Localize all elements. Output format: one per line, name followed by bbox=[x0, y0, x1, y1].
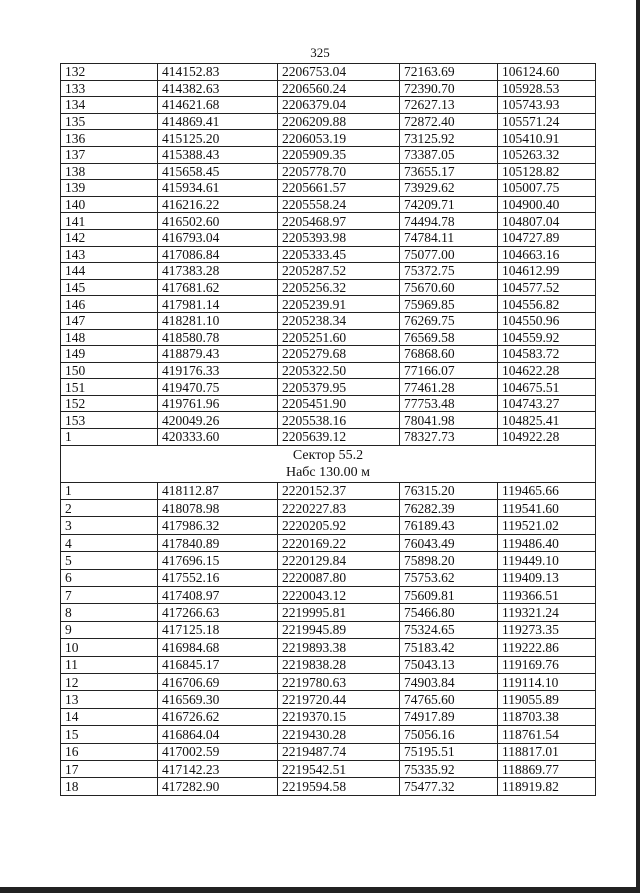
coord-local-x-cell: 76189.43 bbox=[400, 517, 498, 534]
coord-x-cell: 414382.63 bbox=[158, 80, 278, 97]
point-number-cell: 11 bbox=[61, 656, 158, 673]
point-number-cell: 140 bbox=[61, 196, 158, 213]
coord-local-x-cell: 74494.78 bbox=[400, 213, 498, 230]
coord-x-cell: 414869.41 bbox=[158, 113, 278, 130]
table-row bbox=[61, 64, 596, 81]
coord-x-cell: 416864.04 bbox=[158, 726, 278, 743]
coord-local-y-cell: 119222.86 bbox=[498, 639, 596, 656]
sector-title: Сектор 55.2 bbox=[292, 447, 364, 463]
coord-local-y-cell: 105928.53 bbox=[498, 80, 596, 97]
table-row bbox=[61, 517, 596, 534]
coord-y-cell: 2220169.22 bbox=[278, 534, 400, 551]
coord-y-cell: 2220205.92 bbox=[278, 517, 400, 534]
coord-x-cell: 415125.20 bbox=[158, 130, 278, 147]
coord-local-y-cell: 104825.41 bbox=[498, 412, 596, 429]
point-number-cell: 16 bbox=[61, 743, 158, 760]
point-number-cell: 6 bbox=[61, 569, 158, 586]
coord-local-x-cell: 76282.39 bbox=[400, 500, 498, 517]
coord-y-cell: 2205778.70 bbox=[278, 163, 400, 180]
coord-x-cell: 417086.84 bbox=[158, 246, 278, 263]
point-number-cell: 1 bbox=[61, 482, 158, 499]
coord-local-y-cell: 104556.82 bbox=[498, 296, 596, 313]
coord-local-x-cell: 77166.07 bbox=[400, 362, 498, 379]
coord-x-cell: 418281.10 bbox=[158, 312, 278, 329]
coord-x-cell: 414152.83 bbox=[158, 64, 278, 81]
coord-y-cell: 2220227.83 bbox=[278, 500, 400, 517]
coord-y-cell: 2205251.60 bbox=[278, 329, 400, 346]
coord-local-y-cell: 119169.76 bbox=[498, 656, 596, 673]
coord-x-cell: 416793.04 bbox=[158, 229, 278, 246]
coord-local-x-cell: 78327.73 bbox=[400, 429, 498, 446]
point-number-cell: 137 bbox=[61, 146, 158, 163]
coord-y-cell: 2220043.12 bbox=[278, 587, 400, 604]
coord-local-x-cell: 77461.28 bbox=[400, 379, 498, 396]
point-number-cell: 148 bbox=[61, 329, 158, 346]
coord-x-cell: 420333.60 bbox=[158, 429, 278, 446]
coord-y-cell: 2219487.74 bbox=[278, 743, 400, 760]
coord-local-x-cell: 72627.13 bbox=[400, 97, 498, 114]
table-row bbox=[61, 639, 596, 656]
table-row bbox=[61, 246, 596, 263]
coord-y-cell: 2205558.24 bbox=[278, 196, 400, 213]
coord-local-y-cell: 119366.51 bbox=[498, 587, 596, 604]
coord-x-cell: 420049.26 bbox=[158, 412, 278, 429]
point-number-cell: 132 bbox=[61, 64, 158, 81]
coord-y-cell: 2205238.34 bbox=[278, 312, 400, 329]
coord-y-cell: 2219720.44 bbox=[278, 691, 400, 708]
coord-y-cell: 2206053.19 bbox=[278, 130, 400, 147]
coord-y-cell: 2206379.04 bbox=[278, 97, 400, 114]
table-row bbox=[61, 97, 596, 114]
table-row bbox=[61, 113, 596, 130]
coord-local-y-cell: 104583.72 bbox=[498, 346, 596, 363]
coord-local-y-cell: 118817.01 bbox=[498, 743, 596, 760]
coord-local-x-cell: 77753.48 bbox=[400, 395, 498, 412]
point-number-cell: 3 bbox=[61, 517, 158, 534]
coord-local-x-cell: 75372.75 bbox=[400, 263, 498, 280]
coord-local-x-cell: 75043.13 bbox=[400, 656, 498, 673]
coord-x-cell: 418879.43 bbox=[158, 346, 278, 363]
coord-local-x-cell: 76315.20 bbox=[400, 482, 498, 499]
coord-local-y-cell: 119114.10 bbox=[498, 673, 596, 690]
coord-local-x-cell: 75609.81 bbox=[400, 587, 498, 604]
coord-local-x-cell: 78041.98 bbox=[400, 412, 498, 429]
point-number-cell: 150 bbox=[61, 362, 158, 379]
coord-local-y-cell: 104900.40 bbox=[498, 196, 596, 213]
coord-x-cell: 414621.68 bbox=[158, 97, 278, 114]
coord-y-cell: 2205379.95 bbox=[278, 379, 400, 396]
coord-x-cell: 417142.23 bbox=[158, 760, 278, 777]
coord-x-cell: 419176.33 bbox=[158, 362, 278, 379]
coord-local-y-cell: 104550.96 bbox=[498, 312, 596, 329]
point-number-cell: 10 bbox=[61, 639, 158, 656]
coord-x-cell: 415388.43 bbox=[158, 146, 278, 163]
coord-local-y-cell: 119486.40 bbox=[498, 534, 596, 551]
sector-header bbox=[61, 445, 596, 482]
point-number-cell: 133 bbox=[61, 80, 158, 97]
point-number-cell: 142 bbox=[61, 229, 158, 246]
point-number-cell: 134 bbox=[61, 97, 158, 114]
coord-x-cell: 417266.63 bbox=[158, 604, 278, 621]
table-row bbox=[61, 691, 596, 708]
coord-local-y-cell: 104922.28 bbox=[498, 429, 596, 446]
coord-y-cell: 2205639.12 bbox=[278, 429, 400, 446]
point-number-cell: 136 bbox=[61, 130, 158, 147]
table-row bbox=[61, 80, 596, 97]
table-row bbox=[61, 743, 596, 760]
coord-local-x-cell: 76269.75 bbox=[400, 312, 498, 329]
coord-local-x-cell: 75195.51 bbox=[400, 743, 498, 760]
table-row bbox=[61, 673, 596, 690]
table-row bbox=[61, 229, 596, 246]
table-row bbox=[61, 726, 596, 743]
coord-x-cell: 416569.30 bbox=[158, 691, 278, 708]
point-number-cell: 7 bbox=[61, 587, 158, 604]
coord-local-y-cell: 104577.52 bbox=[498, 279, 596, 296]
coord-local-x-cell: 75670.60 bbox=[400, 279, 498, 296]
coord-local-x-cell: 75477.32 bbox=[400, 778, 498, 795]
coord-local-x-cell: 74209.71 bbox=[400, 196, 498, 213]
coord-y-cell: 2206209.88 bbox=[278, 113, 400, 130]
coord-local-x-cell: 75183.42 bbox=[400, 639, 498, 656]
sector-55-2-rows bbox=[61, 482, 596, 795]
coord-local-y-cell: 119321.24 bbox=[498, 604, 596, 621]
coord-y-cell: 2219995.81 bbox=[278, 604, 400, 621]
coord-y-cell: 2219370.15 bbox=[278, 708, 400, 725]
table-row bbox=[61, 621, 596, 638]
table-row bbox=[61, 429, 596, 446]
coord-y-cell: 2205239.91 bbox=[278, 296, 400, 313]
coord-x-cell: 419470.75 bbox=[158, 379, 278, 396]
coord-local-y-cell: 118703.38 bbox=[498, 708, 596, 725]
coord-local-y-cell: 105571.24 bbox=[498, 113, 596, 130]
coord-y-cell: 2205909.35 bbox=[278, 146, 400, 163]
coord-local-y-cell: 119465.66 bbox=[498, 482, 596, 499]
coord-y-cell: 2219594.58 bbox=[278, 778, 400, 795]
table-row bbox=[61, 146, 596, 163]
table-row bbox=[61, 500, 596, 517]
coord-local-x-cell: 72163.69 bbox=[400, 64, 498, 81]
coord-local-x-cell: 75056.16 bbox=[400, 726, 498, 743]
coord-y-cell: 2205256.32 bbox=[278, 279, 400, 296]
coord-x-cell: 417383.28 bbox=[158, 263, 278, 280]
coord-local-y-cell: 105410.91 bbox=[498, 130, 596, 147]
coord-local-x-cell: 75898.20 bbox=[400, 552, 498, 569]
coord-local-x-cell: 72390.70 bbox=[400, 80, 498, 97]
coord-local-y-cell: 105263.32 bbox=[498, 146, 596, 163]
coord-y-cell: 2219838.28 bbox=[278, 656, 400, 673]
point-number-cell: 139 bbox=[61, 180, 158, 197]
coord-local-y-cell: 119055.89 bbox=[498, 691, 596, 708]
point-number-cell: 17 bbox=[61, 760, 158, 777]
table-row bbox=[61, 312, 596, 329]
coord-x-cell: 417282.90 bbox=[158, 778, 278, 795]
coord-local-y-cell: 119449.10 bbox=[498, 552, 596, 569]
coord-x-cell: 417696.15 bbox=[158, 552, 278, 569]
coord-x-cell: 415658.45 bbox=[158, 163, 278, 180]
coord-y-cell: 2219430.28 bbox=[278, 726, 400, 743]
coord-local-x-cell: 75753.62 bbox=[400, 569, 498, 586]
table-row bbox=[61, 395, 596, 412]
coord-local-y-cell: 104559.92 bbox=[498, 329, 596, 346]
point-number-cell: 141 bbox=[61, 213, 158, 230]
point-number-cell: 2 bbox=[61, 500, 158, 517]
coord-local-x-cell: 75077.00 bbox=[400, 246, 498, 263]
coord-local-x-cell: 73125.92 bbox=[400, 130, 498, 147]
coord-local-x-cell: 75969.85 bbox=[400, 296, 498, 313]
coord-local-x-cell: 76043.49 bbox=[400, 534, 498, 551]
coord-local-x-cell: 73929.62 bbox=[400, 180, 498, 197]
table-row bbox=[61, 196, 596, 213]
coord-x-cell: 418580.78 bbox=[158, 329, 278, 346]
table-row bbox=[61, 778, 596, 795]
coord-local-y-cell: 119541.60 bbox=[498, 500, 596, 517]
table-row bbox=[61, 329, 596, 346]
coord-y-cell: 2220129.84 bbox=[278, 552, 400, 569]
coord-local-y-cell: 119521.02 bbox=[498, 517, 596, 534]
table-row bbox=[61, 708, 596, 725]
sector-height: Набс 130.00 м bbox=[285, 464, 371, 480]
coord-local-x-cell: 74903.84 bbox=[400, 673, 498, 690]
coord-local-x-cell: 72872.40 bbox=[400, 113, 498, 130]
coord-y-cell: 2220087.80 bbox=[278, 569, 400, 586]
table-row bbox=[61, 346, 596, 363]
table-row bbox=[61, 587, 596, 604]
coord-x-cell: 418112.87 bbox=[158, 482, 278, 499]
coord-x-cell: 415934.61 bbox=[158, 180, 278, 197]
coord-x-cell: 419761.96 bbox=[158, 395, 278, 412]
point-number-cell: 9 bbox=[61, 621, 158, 638]
coord-local-y-cell: 105007.75 bbox=[498, 180, 596, 197]
sector-header-row bbox=[61, 445, 596, 482]
point-number-cell: 146 bbox=[61, 296, 158, 313]
point-number-cell: 153 bbox=[61, 412, 158, 429]
table-row bbox=[61, 263, 596, 280]
table-row bbox=[61, 760, 596, 777]
point-number-cell: 147 bbox=[61, 312, 158, 329]
coord-local-y-cell: 118919.82 bbox=[498, 778, 596, 795]
coord-local-x-cell: 75324.65 bbox=[400, 621, 498, 638]
coord-x-cell: 416706.69 bbox=[158, 673, 278, 690]
point-number-cell: 1 bbox=[61, 429, 158, 446]
point-number-cell: 15 bbox=[61, 726, 158, 743]
point-number-cell: 14 bbox=[61, 708, 158, 725]
coord-x-cell: 416845.17 bbox=[158, 656, 278, 673]
coord-local-y-cell: 104622.28 bbox=[498, 362, 596, 379]
coord-y-cell: 2205333.45 bbox=[278, 246, 400, 263]
point-number-cell: 18 bbox=[61, 778, 158, 795]
table-row bbox=[61, 482, 596, 499]
point-number-cell: 5 bbox=[61, 552, 158, 569]
coord-local-y-cell: 118869.77 bbox=[498, 760, 596, 777]
coord-local-x-cell: 76569.58 bbox=[400, 329, 498, 346]
coord-y-cell: 2205322.50 bbox=[278, 362, 400, 379]
coord-y-cell: 2219945.89 bbox=[278, 621, 400, 638]
coord-y-cell: 2205287.52 bbox=[278, 263, 400, 280]
table-row bbox=[61, 569, 596, 586]
coord-y-cell: 2219542.51 bbox=[278, 760, 400, 777]
table-row bbox=[61, 296, 596, 313]
coord-local-y-cell: 119409.13 bbox=[498, 569, 596, 586]
table-row bbox=[61, 552, 596, 569]
sector-header-cell bbox=[61, 445, 596, 482]
point-number-cell: 152 bbox=[61, 395, 158, 412]
table-row bbox=[61, 213, 596, 230]
page-number: 325 bbox=[310, 45, 330, 60]
coord-local-x-cell: 74917.89 bbox=[400, 708, 498, 725]
table-row bbox=[61, 604, 596, 621]
coord-x-cell: 416984.68 bbox=[158, 639, 278, 656]
coord-y-cell: 2205468.97 bbox=[278, 213, 400, 230]
coord-local-y-cell: 104807.04 bbox=[498, 213, 596, 230]
coord-y-cell: 2205393.98 bbox=[278, 229, 400, 246]
coordinates-table bbox=[60, 63, 596, 796]
coord-local-y-cell: 104675.51 bbox=[498, 379, 596, 396]
coord-x-cell: 417002.59 bbox=[158, 743, 278, 760]
coord-local-x-cell: 75466.80 bbox=[400, 604, 498, 621]
coord-x-cell: 418078.98 bbox=[158, 500, 278, 517]
table-row bbox=[61, 279, 596, 296]
point-number-cell: 151 bbox=[61, 379, 158, 396]
coord-local-x-cell: 74784.11 bbox=[400, 229, 498, 246]
coord-x-cell: 416502.60 bbox=[158, 213, 278, 230]
coord-local-x-cell: 76868.60 bbox=[400, 346, 498, 363]
coord-x-cell: 417552.16 bbox=[158, 569, 278, 586]
coord-y-cell: 2219780.63 bbox=[278, 673, 400, 690]
coord-local-y-cell: 104612.99 bbox=[498, 263, 596, 280]
table-row bbox=[61, 656, 596, 673]
coord-x-cell: 417981.14 bbox=[158, 296, 278, 313]
table-row bbox=[61, 163, 596, 180]
coord-local-y-cell: 118761.54 bbox=[498, 726, 596, 743]
coord-local-y-cell: 104743.27 bbox=[498, 395, 596, 412]
coord-local-y-cell: 104663.16 bbox=[498, 246, 596, 263]
coord-x-cell: 417681.62 bbox=[158, 279, 278, 296]
point-number-cell: 4 bbox=[61, 534, 158, 551]
coord-y-cell: 2206560.24 bbox=[278, 80, 400, 97]
table-row bbox=[61, 534, 596, 551]
coord-local-x-cell: 73655.17 bbox=[400, 163, 498, 180]
coord-y-cell: 2205661.57 bbox=[278, 180, 400, 197]
coord-local-y-cell: 106124.60 bbox=[498, 64, 596, 81]
coord-x-cell: 416216.22 bbox=[158, 196, 278, 213]
point-number-cell: 138 bbox=[61, 163, 158, 180]
coord-x-cell: 417840.89 bbox=[158, 534, 278, 551]
point-number-cell: 12 bbox=[61, 673, 158, 690]
coord-y-cell: 2220152.37 bbox=[278, 482, 400, 499]
coord-y-cell: 2205451.90 bbox=[278, 395, 400, 412]
sector-55-1-rows bbox=[61, 64, 596, 446]
table-row bbox=[61, 412, 596, 429]
coord-local-x-cell: 73387.05 bbox=[400, 146, 498, 163]
coord-x-cell: 417125.18 bbox=[158, 621, 278, 638]
coord-y-cell: 2205279.68 bbox=[278, 346, 400, 363]
point-number-cell: 143 bbox=[61, 246, 158, 263]
coord-local-y-cell: 119273.35 bbox=[498, 621, 596, 638]
coord-y-cell: 2219893.38 bbox=[278, 639, 400, 656]
point-number-cell: 145 bbox=[61, 279, 158, 296]
point-number-cell: 13 bbox=[61, 691, 158, 708]
point-number-cell: 144 bbox=[61, 263, 158, 280]
coord-y-cell: 2205538.16 bbox=[278, 412, 400, 429]
coord-x-cell: 416726.62 bbox=[158, 708, 278, 725]
coord-local-y-cell: 104727.89 bbox=[498, 229, 596, 246]
coord-local-x-cell: 75335.92 bbox=[400, 760, 498, 777]
table-row bbox=[61, 362, 596, 379]
coord-x-cell: 417986.32 bbox=[158, 517, 278, 534]
point-number-cell: 135 bbox=[61, 113, 158, 130]
coord-x-cell: 417408.97 bbox=[158, 587, 278, 604]
coord-local-y-cell: 105128.82 bbox=[498, 163, 596, 180]
table-row bbox=[61, 180, 596, 197]
table-row bbox=[61, 379, 596, 396]
coord-local-y-cell: 105743.93 bbox=[498, 97, 596, 114]
coord-local-x-cell: 74765.60 bbox=[400, 691, 498, 708]
point-number-cell: 8 bbox=[61, 604, 158, 621]
coord-y-cell: 2206753.04 bbox=[278, 64, 400, 81]
point-number-cell: 149 bbox=[61, 346, 158, 363]
table-row bbox=[61, 130, 596, 147]
